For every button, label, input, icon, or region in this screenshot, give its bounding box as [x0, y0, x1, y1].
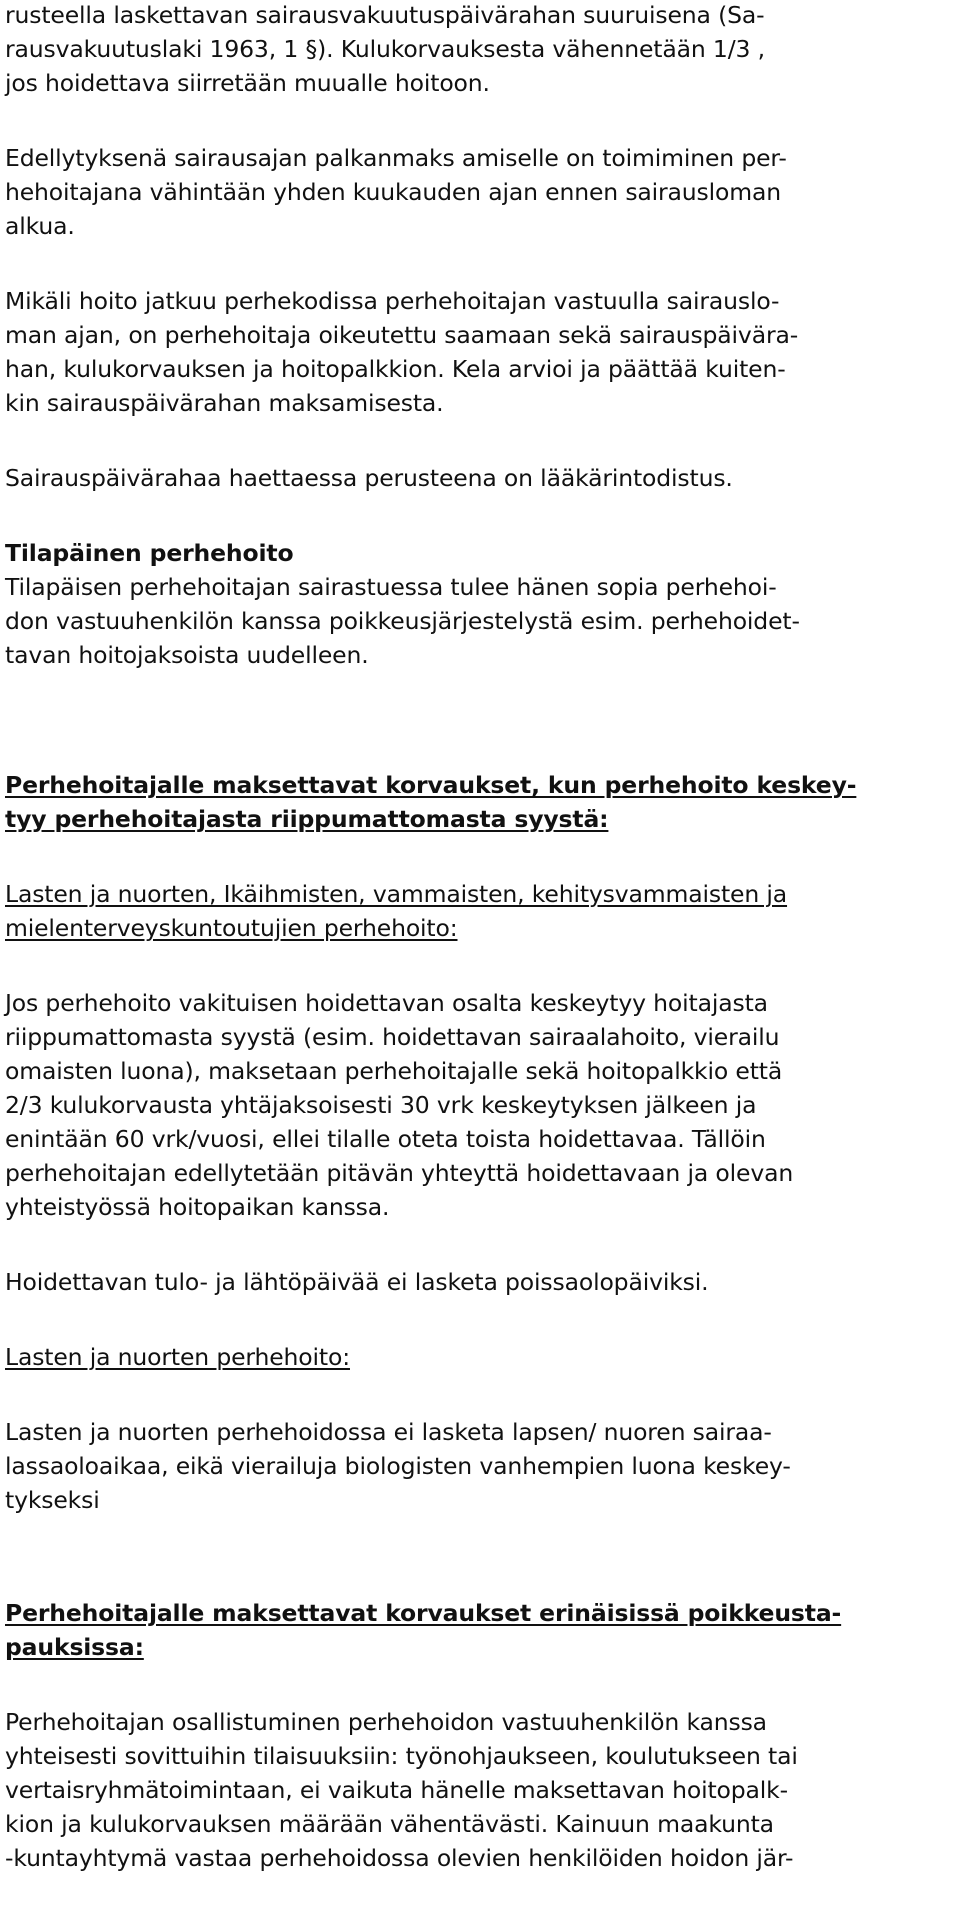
section-heading: tyy perhehoitajasta riippumattomasta syystä:	[5, 805, 609, 833]
text-line: omaisten luona), maksetaan perhehoitajalle sekä hoitopalkkio että	[5, 1057, 783, 1085]
section-heading: pauksissa:	[5, 1633, 144, 1661]
section-heading: Perhehoitajalle maksettavat korvaukset erinäisissä poikkeusta-	[5, 1599, 842, 1627]
text-line: yhteistyössä hoitopaikan kanssa.	[5, 1193, 390, 1221]
text-line: enintään 60 vrk/vuosi, ellei tilalle oteta toista hoidettavaa. Tällöin	[5, 1125, 766, 1153]
text-line: perhehoitajan edellytetään pitävän yhteyttä hoidettavaan ja olevan	[5, 1159, 794, 1187]
text-line: lassaoloaikaa, eikä vierailuja biologisten vanhempien luona keskey-	[5, 1452, 791, 1480]
text-line: tavan hoitojaksoista uudelleen.	[5, 641, 369, 669]
text-line: Perhehoitajan osallistuminen perhehoidon vastuuhenkilön kanssa	[5, 1708, 767, 1736]
text-line: Mikäli hoito jatkuu perhekodissa perhehoitajan vastuulla sairauslo-	[5, 287, 780, 315]
text-line: Sairauspäivärahaa haettaessa perusteena on lääkärintodistus.	[5, 464, 733, 492]
text-line: -kuntayhtymä vastaa perhehoidossa olevien henkilöiden hoidon jär-	[5, 1844, 794, 1872]
text-line: han, kulukorvauksen ja hoitopalkkion. Kela arvioi ja päättää kuiten-	[5, 355, 786, 383]
text-line: tykseksi	[5, 1486, 100, 1514]
text-line: man ajan, on perhehoitaja oikeutettu saamaan sekä sairauspäivära-	[5, 321, 799, 349]
text-line: riippumattomasta syystä (esim. hoidettavan sairaalahoito, vierailu	[5, 1023, 780, 1051]
text-line: hehoitajana vähintään yhden kuukauden ajan ennen sairausloman	[5, 178, 781, 206]
text-line: kion ja kulukorvauksen määrään vähentävästi. Kainuun maakunta	[5, 1810, 774, 1838]
text-line: Tilapäisen perhehoitajan sairastuessa tulee hänen sopia perhehoi-	[5, 573, 777, 601]
text-line: don vastuuhenkilön kanssa poikkeusjärjestelystä esim. perhehoidet-	[5, 607, 800, 635]
text-line: 2/3 kulukorvausta yhtäjaksoisesti 30 vrk keskeytyksen jälkeen ja	[5, 1091, 757, 1119]
text-line: Edellytyksenä sairausajan palkanmaks amiselle on toimiminen per-	[5, 144, 787, 172]
text-line: vertaisryhmätoimintaan, ei vaikuta hänelle maksettavan hoitopalk-	[5, 1776, 788, 1804]
text-line: kin sairauspäivärahan maksamisesta.	[5, 389, 444, 417]
text-line: alkua.	[5, 212, 75, 240]
text-line: Lasten ja nuorten perhehoidossa ei lasketa lapsen/ nuoren sairaa-	[5, 1418, 772, 1446]
section-heading: Perhehoitajalle maksettavat korvaukset, kun perhehoito keskey-	[5, 771, 857, 799]
text-line: Hoidettavan tulo- ja lähtöpäivää ei lasketa poissaolopäiviksi.	[5, 1268, 709, 1296]
subheading: Lasten ja nuorten perhehoito:	[5, 1343, 350, 1371]
section-heading: Tilapäinen perhehoito	[5, 539, 294, 567]
text-line: rausvakuutuslaki 1963, 1 §). Kulukorvauksesta vähennetään 1/3 ,	[5, 35, 765, 63]
text-line: rusteella laskettavan sairausvakuutuspäivärahan suuruisena (Sa-	[5, 1, 765, 29]
text-line: Jos perhehoito vakituisen hoidettavan osalta keskeytyy hoitajasta	[5, 989, 768, 1017]
text-line: yhteisesti sovittuihin tilaisuuksiin: työnohjaukseen, koulutukseen tai	[5, 1742, 798, 1770]
text-line: jos hoidettava siirretään muualle hoitoon.	[5, 69, 490, 97]
subheading: mielenterveyskuntoutujien perhehoito:	[5, 914, 458, 942]
subheading: Lasten ja nuorten, Ikäihmisten, vammaisten, kehitysvammaisten ja	[5, 880, 788, 908]
